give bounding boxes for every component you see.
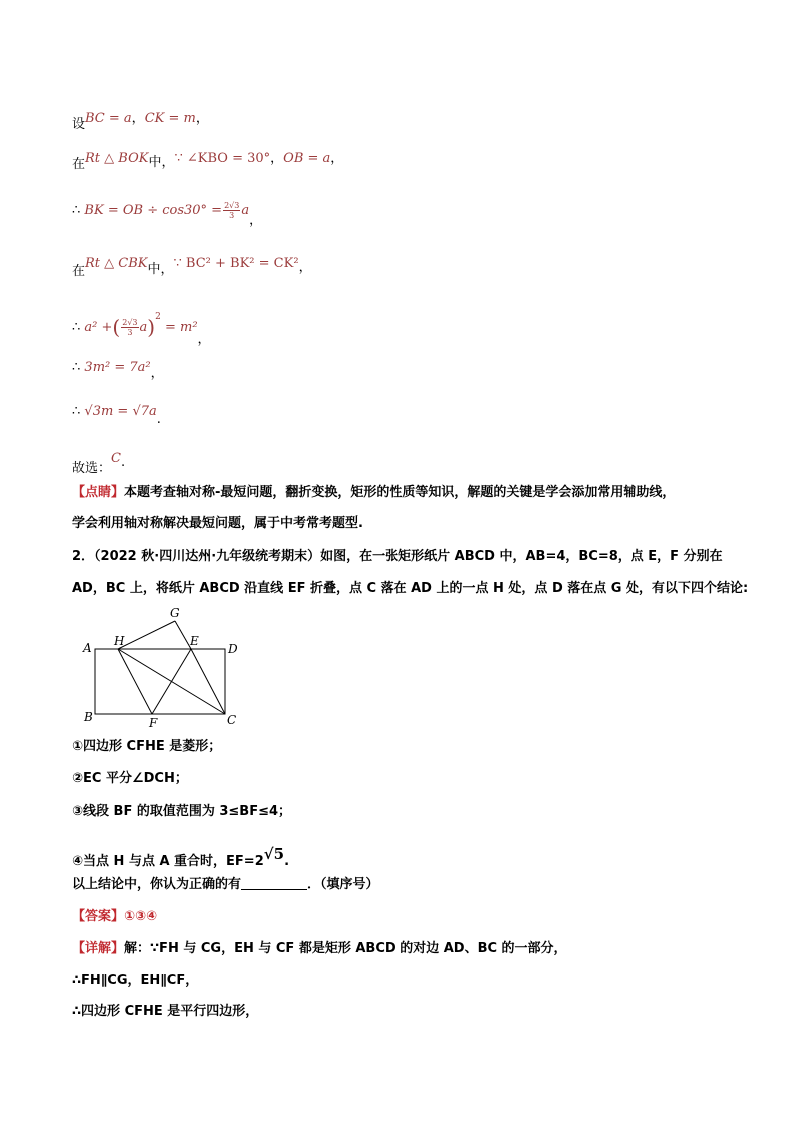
question-text: 以上结论中，你认为正确的有 [72, 877, 242, 892]
conclusion-4 [72, 845, 289, 871]
segment-ge [175, 621, 191, 649]
text-sep: ， [270, 151, 284, 166]
fraction-denominator: 3 [127, 328, 133, 337]
detail-text: ∴FH∥CG，EH∥CF， [72, 973, 199, 988]
conclusion-text: ③线段 BF 的取值范围为 3≤BF≤4； [72, 804, 292, 819]
math-expr: 3m² = 7a² [84, 360, 151, 375]
sqrt-value: √5 [263, 845, 285, 863]
solution-line-4 [72, 255, 312, 281]
detail-tag: 【详解】 [72, 941, 125, 956]
question-text: ．（填序号） [307, 877, 379, 892]
label-a: A [83, 641, 92, 655]
solution-line-7 [72, 403, 161, 429]
text-mid: 中， [148, 155, 175, 170]
detail-line-3 [72, 1003, 258, 1021]
detail-line-1 [72, 940, 567, 958]
solution-line-2 [72, 150, 343, 174]
problem-line-2 [72, 580, 748, 598]
math-expr: BK = OB ÷ cos30° = [84, 203, 223, 218]
text-prefix: 在 [72, 264, 86, 279]
detail-line-2 [72, 972, 198, 990]
problem-line-1 [72, 548, 723, 566]
dianjing-text: 本题考查轴对称-最短问题，翻折变换，矩形的性质等知识，解题的关键是学会添加常用辅助线， [124, 485, 676, 500]
label-g: G [170, 606, 180, 620]
math-expr: Rt △ CBK [85, 256, 148, 271]
math-expr: a² + [84, 320, 113, 335]
rectangle-abcd [95, 649, 225, 714]
therefore-symbol: ∴ [72, 320, 81, 335]
label-e: E [190, 634, 199, 648]
conclusion-3 [72, 803, 291, 821]
answer-line [72, 908, 157, 926]
text-prefix: 在 [72, 157, 86, 172]
math-expr: Rt △ BOK [85, 151, 149, 166]
fraction [223, 201, 240, 220]
question-line [72, 876, 379, 894]
text-end: ， [249, 213, 263, 228]
text-end: . [120, 455, 126, 470]
label-c: C [227, 713, 237, 727]
answer-blank[interactable] [241, 877, 307, 890]
math-var: a [139, 320, 148, 335]
label-f: F [149, 716, 158, 730]
text-sep: ， [131, 111, 145, 126]
conclusion-text: ②EC 平分∠DCH； [72, 771, 188, 786]
text-end: ， [330, 151, 344, 166]
rectangle-fold-figure [78, 603, 248, 731]
exponent: 2 [155, 312, 161, 322]
choice-value: C [111, 451, 121, 466]
segment-ef [152, 649, 191, 714]
math-expr: CK = m [144, 111, 196, 126]
text-prefix: 设 [72, 117, 86, 132]
choice-line [72, 450, 125, 478]
problem-text: （2022 秋·四川达州·九年级统考期末）如图，在一张矩形纸片 ABCD 中，AB=4，BC=8，点 E，F 分别在 [94, 549, 723, 564]
math-expr: BC = a [85, 111, 132, 126]
paren-right: ) [147, 315, 156, 339]
dianjing-line-1 [72, 484, 675, 502]
fraction-numerator: 2√3 [224, 201, 240, 210]
text-mid: 中， [147, 262, 174, 277]
therefore-symbol: ∴ [72, 360, 81, 375]
problem-number: 2． [72, 549, 95, 564]
detail-text: ∴四边形 CFHE 是平行四边形， [72, 1004, 259, 1019]
therefore-symbol: ∴ [72, 203, 81, 218]
label-d: D [228, 642, 238, 656]
text-end: ， [195, 111, 209, 126]
label-h: H [114, 634, 125, 648]
conclusion-1 [72, 738, 221, 756]
solution-line-1 [72, 110, 209, 134]
math-var: a [241, 203, 250, 218]
answer-tag: 【答案】 [72, 909, 125, 924]
label-b: B [84, 710, 93, 724]
answer-value: ①③④ [124, 909, 158, 924]
solution-line-6 [72, 359, 164, 383]
paren-left: ( [112, 315, 121, 339]
therefore-symbol: ∴ [72, 404, 81, 419]
text-end: ， [298, 260, 312, 275]
text-end: . [284, 854, 290, 869]
dianjing-tag: 【点睛】 [72, 485, 125, 500]
conclusion-text: ①四边形 CFHE 是菱形； [72, 739, 222, 754]
choice-label: 故选： [72, 461, 112, 476]
math-expr: ∵ ∠KBO = 30° [174, 151, 271, 166]
conclusion-text: ④当点 H 与点 A 重合时，EF=2 [72, 854, 264, 869]
conclusion-2 [72, 770, 188, 788]
math-expr: = m² [164, 320, 198, 335]
detail-text: 解：∵FH 与 CG，EH 与 CF 都是矩形 ABCD 的对边 AD、BC 的一部分， [124, 941, 567, 956]
fraction [121, 318, 138, 337]
solution-line-5 [72, 308, 211, 349]
text-end: . [156, 412, 161, 427]
problem-text: AD，BC 上，将纸片 ABCD 沿直线 EF 折叠，点 C 落在 AD 上的一点 H 处，点 D 落在点 G 处，有以下四个结论: [72, 581, 749, 596]
fraction-numerator: 2√3 [122, 318, 138, 327]
segment-hg [118, 621, 175, 649]
math-expr: OB = a [283, 151, 331, 166]
text-end: ， [197, 332, 211, 347]
solution-line-3 [72, 201, 262, 230]
fraction-denominator: 3 [229, 211, 235, 220]
text-end: ， [150, 366, 164, 381]
math-expr: ∵ BC² + BK² = CK² [173, 256, 299, 271]
dianjing-line-2 [72, 515, 363, 533]
math-expr: √3m = √7a [84, 404, 157, 419]
dianjing-text: 学会利用轴对称解决最短问题，属于中考常考题型. [72, 516, 363, 531]
